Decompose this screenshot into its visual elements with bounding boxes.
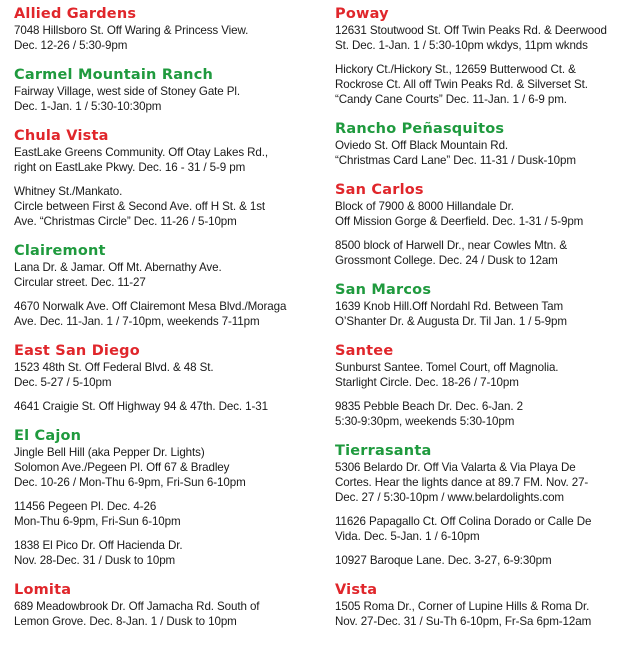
section-el-cajon: [14, 428, 322, 568]
location-entry: 1838 El Pico Dr. Off Hacienda Dr. Nov. 28-Dec. 31 / Dusk to 10pm: [14, 539, 183, 567]
location-entry: Lana Dr. & Jamar. Off Mt. Abernathy Ave. Circular street. Dec. 11-27: [14, 261, 222, 289]
location-entry: 1523 48th St. Off Federal Blvd. & 48 St. Dec. 5-27 / 5-10pm: [14, 361, 214, 389]
location-entry: 11626 Papagallo Ct. Off Colina Dorado or Calle De Vida. Dec. 5-Jan. 1 / 6-10pm: [335, 515, 592, 543]
neighborhood-heading: Tierrasanta: [335, 443, 432, 459]
location-entry: Fairway Village, west side of Stoney Gate Pl. Dec. 1-Jan. 1 / 5:30-10:30pm: [14, 85, 240, 113]
neighborhood-heading: Allied Gardens: [14, 6, 137, 22]
section-lomita: [14, 582, 322, 629]
location-entry: Whitney St./Mankato. Circle between First & Second Ave. off H St. & 1st Ave. “Christmas Circle” Dec. 11-26 / 5-10pm: [14, 185, 266, 228]
section-allied-gardens: [14, 6, 322, 53]
location-entry: 1505 Roma Dr., Corner of Lupine Hills & Roma Dr. Nov. 27-Dec. 31 / Su-Th 6-10pm, Fr-Sa 6pm-12am: [335, 600, 592, 628]
location-entry: 11456 Pegeen Pl. Dec. 4-26 Mon-Thu 6-9pm, Fri-Sun 6-10pm: [14, 500, 181, 528]
location-entry: 9835 Pebble Beach Dr. Dec. 6-Jan. 2 5:30-9:30pm, weekends 5:30-10pm: [335, 400, 523, 428]
section-santee: [335, 343, 635, 429]
neighborhood-heading: Clairemont: [14, 243, 106, 259]
section-poway: [335, 6, 635, 107]
location-entry: Hickory Ct./Hickory St., 12659 Butterwood Ct. & Rockrose Ct. All off Twin Peaks Rd. & Silverset St. “Candy Cane Courts” Dec. 11-Jan. 1 / 6-9 pm.: [335, 63, 588, 106]
location-entry: Block of 7900 & 8000 Hillandale Dr. Off Mission Gorge & Deerfield. Dec. 1-31 / 5-9pm: [335, 200, 584, 228]
location-entry: 8500 block of Harwell Dr., near Cowles Mtn. & Grossmont College. Dec. 24 / Dusk to 12am: [335, 239, 567, 267]
section-clairemont: [14, 243, 322, 329]
location-entry: Oviedo St. Off Black Mountain Rd. “Christmas Card Lane” Dec. 11-31 / Dusk-10pm: [335, 139, 576, 167]
location-entry: 10927 Baroque Lane. Dec. 3-27, 6-9:30pm: [335, 554, 552, 567]
section-carmel-mountain-ranch: [14, 67, 322, 114]
location-entry: 7048 Hillsboro St. Off Waring & Princess View. Dec. 12-26 / 5:30-9pm: [14, 24, 249, 52]
section-chula-vista: [14, 128, 322, 229]
neighborhood-heading: East San Diego: [14, 343, 140, 359]
section-vista: [335, 582, 635, 629]
location-entry: Sunburst Santee. Tomel Court, off Magnolia. Starlight Circle. Dec. 18-26 / 7-10pm: [335, 361, 559, 389]
location-entry: Jingle Bell Hill (aka Pepper Dr. Lights) Solomon Ave./Pegeen Pl. Off 67 & Bradley Dec. 10-26 / Mon-Thu 6-9pm, Fri-Sun 6-10pm: [14, 446, 246, 489]
section-san-marcos: [335, 282, 635, 329]
section-east-san-diego: [14, 343, 322, 414]
section-tierrasanta: [335, 443, 635, 568]
location-entry: EastLake Greens Community. Off Otay Lakes Rd., right on EastLake Pkwy. Dec. 16 - 31 / 5-9 pm: [14, 146, 269, 174]
right-column: [335, 6, 635, 643]
location-entry: 4641 Craigie St. Off Highway 94 & 47th. Dec. 1-31: [14, 400, 268, 413]
neighborhood-heading: Poway: [335, 6, 389, 22]
location-entry: 4670 Norwalk Ave. Off Clairemont Mesa Blvd./Moraga Ave. Dec. 11-Jan. 1 / 7-10pm, weekends 7-11pm: [14, 300, 287, 328]
section-san-carlos: [335, 182, 635, 268]
neighborhood-heading: Carmel Mountain Ranch: [14, 67, 214, 83]
neighborhood-heading: San Carlos: [335, 182, 424, 198]
left-column: [14, 6, 322, 643]
neighborhood-heading: Vista: [335, 582, 378, 598]
neighborhood-heading: Santee: [335, 343, 394, 359]
neighborhood-heading: El Cajon: [14, 428, 82, 444]
neighborhood-heading: Chula Vista: [14, 128, 109, 144]
location-entry: 5306 Belardo Dr. Off Via Valarta & Via Playa De Cortes. Hear the lights dance at 89.7 FM. Nov. 27- Dec. 27 / 5:30-10pm / www.belardolights.com: [335, 461, 589, 504]
location-entry: 12631 Stoutwood St. Off Twin Peaks Rd. & Deerwood St. Dec. 1-Jan. 1 / 5:30-10pm wkdys, 11pm wknds: [335, 24, 607, 52]
section-rancho-penasquitos: [335, 121, 635, 168]
neighborhood-heading: Lomita: [14, 582, 72, 598]
neighborhood-heading: San Marcos: [335, 282, 432, 298]
location-entry: 1639 Knob Hill.Off Nordahl Rd. Between Tam O’Shanter Dr. & Augusta Dr. Til Jan. 1 / 5-9pm: [335, 300, 567, 328]
neighborhood-heading: Rancho Peñasquitos: [335, 121, 505, 137]
location-entry: 689 Meadowbrook Dr. Off Jamacha Rd. South of Lemon Grove. Dec. 8-Jan. 1 / Dusk to 10pm: [14, 600, 260, 628]
